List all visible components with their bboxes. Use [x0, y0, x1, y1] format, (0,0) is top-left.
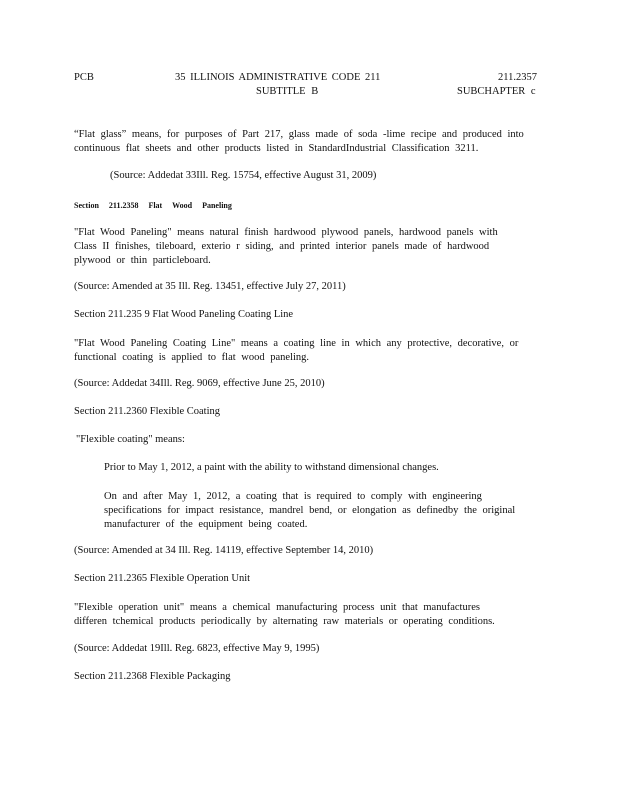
- source-note: (Source: Amended at 34 Ill. Reg. 14119, effective September 14, 2010): [74, 545, 374, 556]
- text-line: differen tchemical products periodically by alternating raw materials or operating conditions.: [74, 616, 495, 627]
- header-subtitle: SUBTITLE B: [256, 86, 319, 97]
- section-heading-2365: Section 211.2365 Flexible Operation Unit: [74, 573, 251, 584]
- section-heading-2358: Section 211.2358 Flat Wood Paneling: [74, 201, 232, 210]
- definition-flexible-coating: "Flexible coating" means:: [76, 434, 185, 445]
- source-note: (Source: Addedat 33Ill. Reg. 15754, effective August 31, 2009): [110, 170, 377, 181]
- section-heading-2360: Section 211.2360 Flexible Coating: [74, 406, 221, 417]
- text-line: specifications for impact resistance, mandrel bend, or elongation as definedby the original: [104, 505, 516, 516]
- definition-flat-wood-paneling-coating-line: [74, 337, 536, 365]
- text-line: "Flexible operation unit" means a chemical manufacturing process unit that manufactures: [74, 602, 480, 613]
- text-line: manufacturer of the equipment being coated.: [104, 519, 308, 530]
- definition-flat-glass: [74, 128, 536, 156]
- list-item: Prior to May 1, 2012, a paint with the ability to withstand dimensional changes.: [104, 462, 439, 473]
- header-subchapter: SUBCHAPTER c: [457, 86, 536, 97]
- source-note: (Source: Addedat 19Ill. Reg. 6823, effective May 9, 1995): [74, 643, 320, 654]
- text-line: On and after May 1, 2012, a coating that is required to comply with engineering: [104, 491, 482, 502]
- header-left: PCB: [74, 72, 94, 83]
- section-heading-2368: Section 211.2368 Flexible Packaging: [74, 671, 231, 682]
- text-line: continuous flat sheets and other products listed in StandardIndustrial Classification 3211.: [74, 143, 479, 154]
- header-section-number: 211.2357: [498, 72, 537, 83]
- section-heading-2359: Section 211.235 9 Flat Wood Paneling Coating Line: [74, 309, 294, 320]
- text-line: “Flat glass” means, for purposes of Part 217, glass made of soda -lime recipe and produced into: [74, 129, 524, 140]
- text-line: "Flat Wood Paneling Coating Line" means a coating line in which any protective, decorative, or: [74, 338, 519, 349]
- definition-flat-wood-paneling: [74, 226, 536, 268]
- source-note: (Source: Addedat 34Ill. Reg. 9069, effective June 25, 2010): [74, 378, 325, 389]
- definition-flexible-operation-unit: [74, 601, 536, 629]
- text-line: functional coating is applied to flat wood paneling.: [74, 352, 310, 363]
- header-title: 35 ILLINOIS ADMINISTRATIVE CODE 211: [175, 72, 381, 83]
- text-line: Class II finishes, tileboard, exterio r siding, and printed interior panels made of hardwood: [74, 241, 490, 252]
- text-line: "Flat Wood Paneling" means natural finish hardwood plywood panels, hardwood panels with: [74, 227, 498, 238]
- text-line: plywood or thin particleboard.: [74, 255, 211, 266]
- list-item: [104, 490, 536, 532]
- source-note: (Source: Amended at 35 Ill. Reg. 13451, effective July 27, 2011): [74, 281, 346, 292]
